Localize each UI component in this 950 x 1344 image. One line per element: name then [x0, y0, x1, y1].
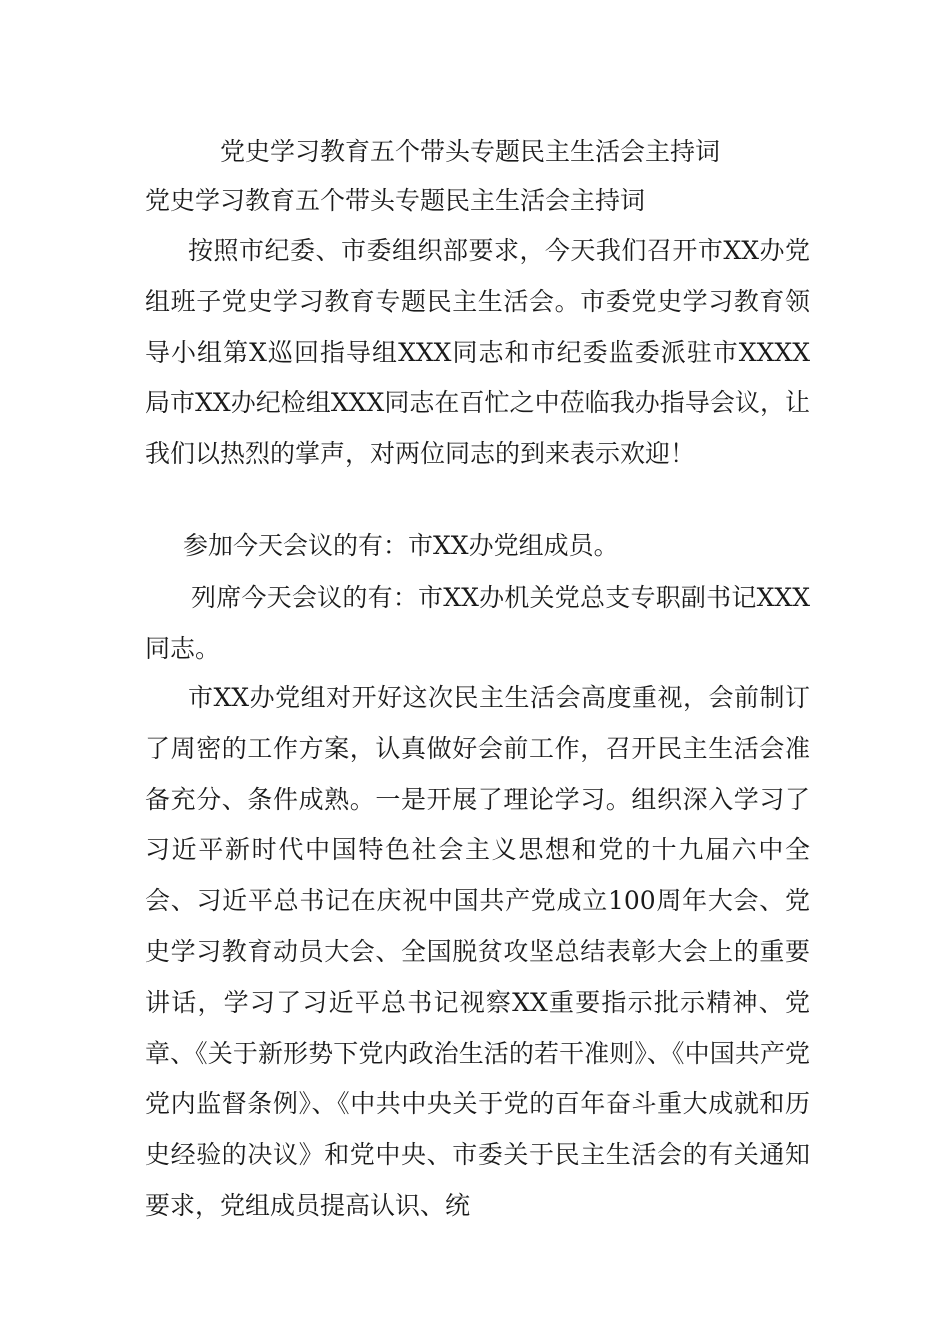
paragraph-preparation: 市XX办党组对开好这次民主生活会高度重视，会前制订了周密的工作方案，认真做好会前工作，召开民主生活会准备充分、条件成熟。一是开展了理论学习。组织深入学习了习近平新时代中国特色社会主义思想和党的十九届六中全会、习近平总书记在庆祝中国共产党成立100周年大会、党史学习教育动员大会、全国脱贫攻坚总结表彰大会上的重要讲话，学习了习近平总书记视察XX重要指示批示精神、党章、《关于新形势下党内政治生活的若干准则》、《中国共产党党内监督条例》、《中共中央关于党的百年奋斗重大成就和历史经验的决议》和党中央、市委关于民主生活会的有关通知要求，党组成员提高认识、统: [145, 683, 810, 1220]
paragraph-observers: 列席今天会议的有：市XX办机关党总支专职副书记XXX同志。: [145, 583, 810, 663]
document-title: 党史学习教育五个带头专题民主生活会主持词: [220, 137, 721, 166]
paragraph-opening: 按照市纪委、市委组织部要求，今天我们召开市XX办党组班子党史学习教育专题民主生活会。市委党史学习教育领导小组第X巡回指导组XXX同志和市纪委监委派驻市XXXX局市XX办纪检组XXX同志在百忙之中莅临我办指导会议，让我们以热烈的掌声，对两位同志的到来表示欢迎！: [145, 236, 810, 469]
paragraph-attendees: 参加今天会议的有：市XX办党组成员。: [183, 531, 619, 560]
document-subtitle: 党史学习教育五个带头专题民主生活会主持词: [145, 186, 646, 215]
